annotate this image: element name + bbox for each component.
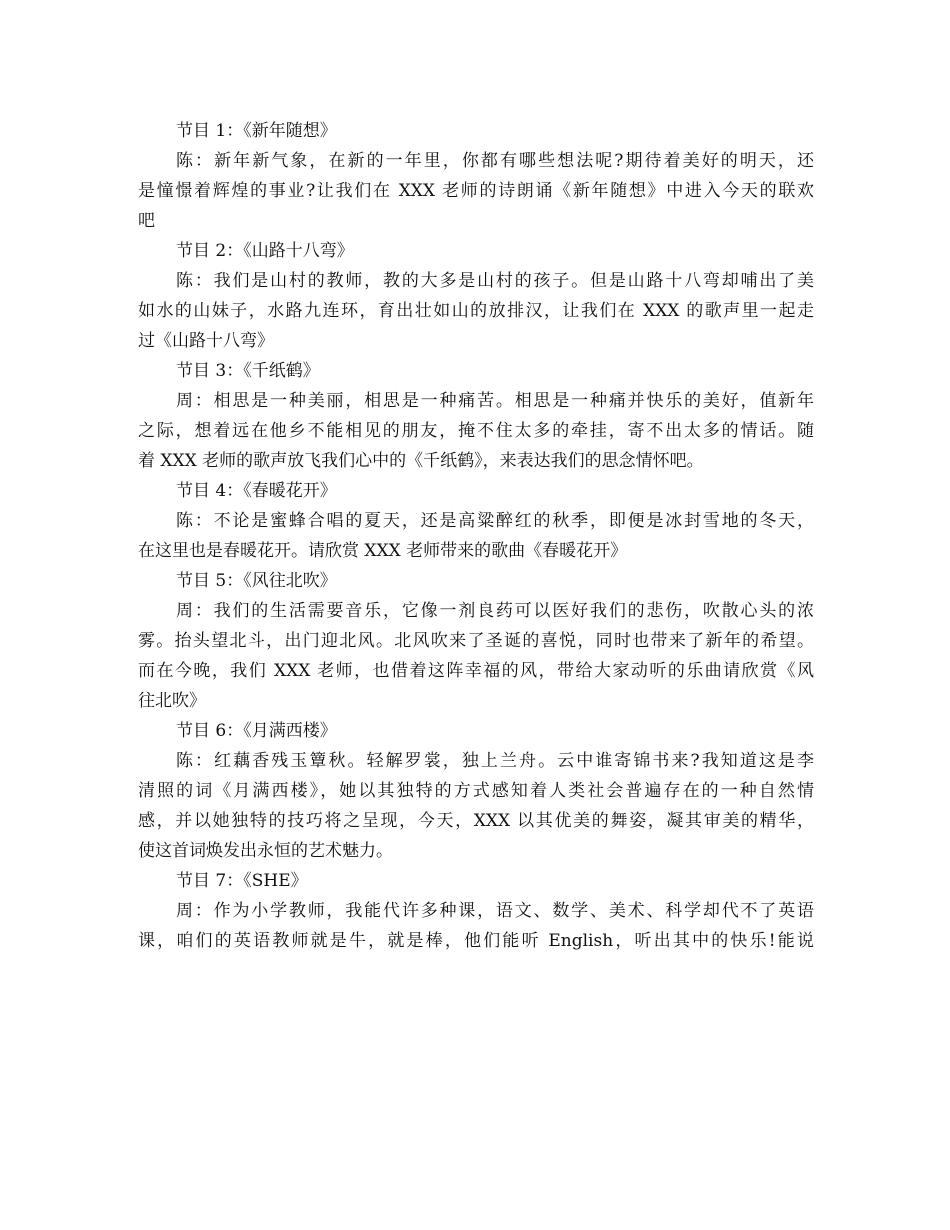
paragraph-line: 是憧憬着辉煌的事业?让我们在 XXX 老师的诗朗诵《新年随想》中进入今天的联欢 bbox=[138, 181, 814, 201]
paragraph-line: 而在今晚，我们 XXX 老师，也借着这阵幸福的风，带给大家动听的乐曲请欣赏《风 bbox=[138, 661, 814, 681]
paragraph-line: 如水的山妹子，水路九连环，育出壮如山的放排汉，让我们在 XXX 的歌声里一起走 bbox=[138, 301, 814, 321]
program-heading: 节目 4：《春暖花开》 bbox=[176, 481, 337, 501]
paragraph-line: 往北吹》 bbox=[138, 691, 206, 711]
paragraph-line: 周：我们的生活需要音乐，它像一剂良药可以医好我们的悲伤，吹散心头的浓 bbox=[176, 601, 814, 621]
document-page bbox=[138, 116, 814, 956]
paragraph-line: 吧 bbox=[138, 211, 155, 231]
program-heading: 节目 1：《新年随想》 bbox=[176, 121, 337, 141]
paragraph-line: 雾。抬头望北斗，出门迎北风。北风吹来了圣诞的喜悦，同时也带来了新年的希望。 bbox=[138, 631, 814, 651]
program-heading: 节目 7：《SHE》 bbox=[176, 871, 308, 891]
paragraph-line: 课，咱们的英语教师就是牛，就是棒，他们能听 English，听出其中的快乐!能说 bbox=[138, 931, 814, 951]
paragraph-line: 使这首词焕发出永恒的艺术魅力。 bbox=[138, 841, 393, 861]
paragraph-line: 周：作为小学教师，我能代许多种课，语文、数学、美术、科学却代不了英语 bbox=[176, 901, 814, 921]
program-heading: 节目 2：《山路十八弯》 bbox=[176, 241, 354, 261]
paragraph-line: 过《山路十八弯》 bbox=[138, 331, 274, 351]
paragraph-line: 在这里也是春暖花开。请欣赏 XXX 老师带来的歌曲《春暖花开》 bbox=[138, 541, 628, 561]
paragraph-line: 清照的词《月满西楼》，她以其独特的方式感知着人类社会普遍存在的一种自然情 bbox=[138, 781, 814, 801]
paragraph-line: 陈：新年新气象，在新的一年里，你都有哪些想法呢?期待着美好的明天，还 bbox=[176, 151, 814, 171]
paragraph-line: 着 XXX 老师的歌声放飞我们心中的《千纸鹤》，来表达我们的思念情怀吧。 bbox=[138, 451, 704, 471]
paragraph-line: 陈：不论是蜜蜂合唱的夏天，还是高粱醉红的秋季，即便是冰封雪地的冬天， bbox=[176, 511, 814, 531]
paragraph-line: 陈：我们是山村的教师，教的大多是山村的孩子。但是山路十八弯却哺出了美 bbox=[176, 271, 814, 291]
program-heading: 节目 3：《千纸鹤》 bbox=[176, 361, 320, 381]
paragraph-line: 感，并以她独特的技巧将之呈现，今天，XXX 以其优美的舞姿，凝其审美的精华， bbox=[138, 811, 814, 831]
paragraph-line: 周：相思是一种美丽，相思是一种痛苦。相思是一种痛并快乐的美好，值新年 bbox=[176, 391, 814, 411]
paragraph-line: 陈：红藕香残玉簟秋。轻解罗裳，独上兰舟。云中谁寄锦书来?我知道这是李 bbox=[176, 751, 814, 771]
program-heading: 节目 5：《风往北吹》 bbox=[176, 571, 337, 591]
program-heading: 节目 6：《月满西楼》 bbox=[176, 721, 337, 741]
paragraph-line: 之际，想着远在他乡不能相见的朋友，掩不住太多的牵挂，寄不出太多的情话。随 bbox=[138, 421, 814, 441]
